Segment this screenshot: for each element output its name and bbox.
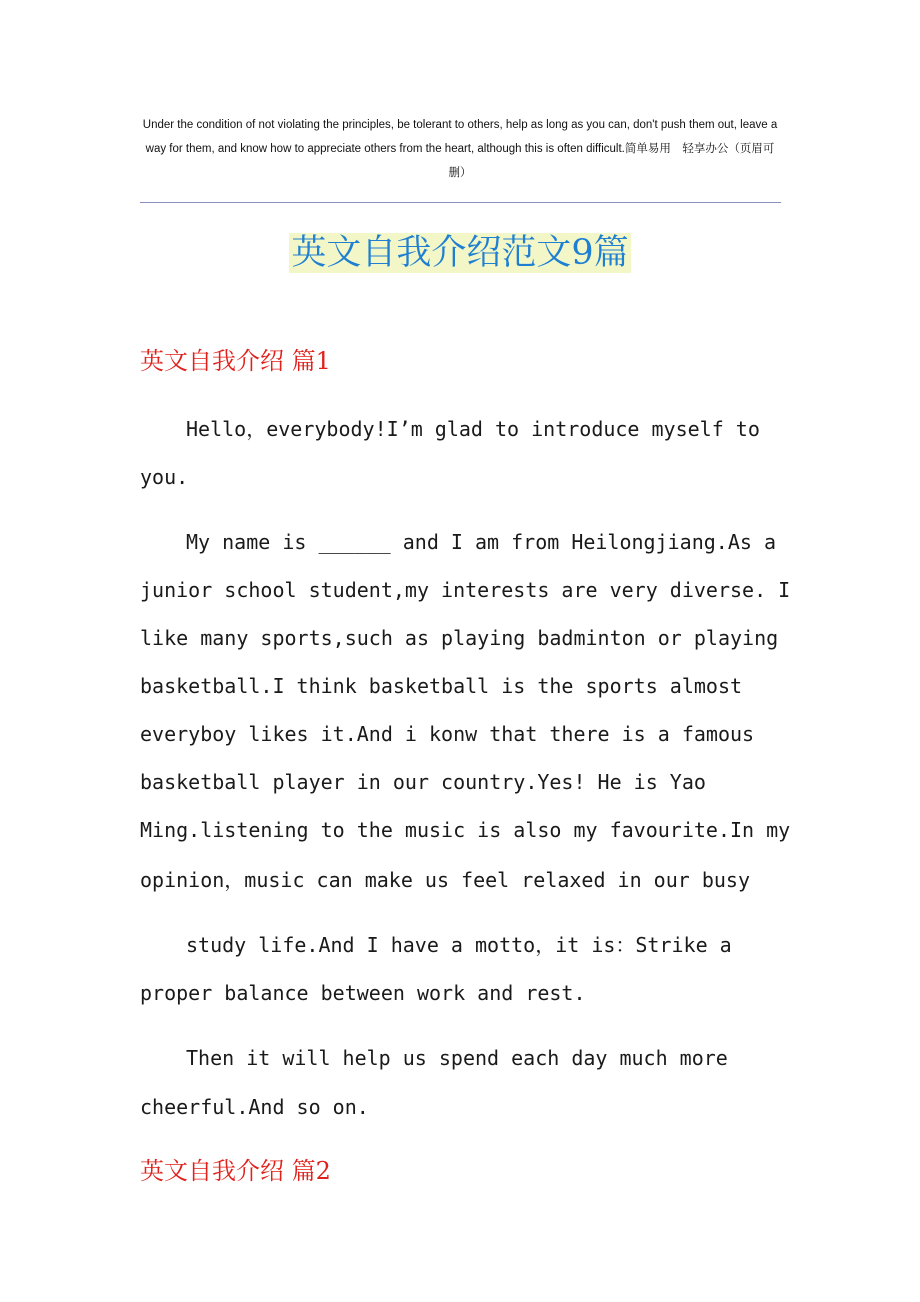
- body-line: Hello，everybody!I’m glad to introduce myself to: [186, 417, 760, 441]
- section-heading-1: 英文自我介绍 篇1: [140, 347, 331, 375]
- body-line: proper balance between work and rest.: [140, 981, 586, 1005]
- body-line: study life.And I have a motto，it is：Strike a: [186, 933, 732, 957]
- body-line: everyboy likes it.And i konw that there is a famous: [140, 722, 755, 746]
- body-line: you.: [140, 465, 189, 489]
- body-line: basketball.I think basketball is the sports almost: [140, 674, 743, 698]
- body-line: My name is ______ and I am from Heilongjiang.As a: [186, 530, 777, 554]
- body-line: cheerful.And so on.: [140, 1095, 369, 1119]
- body-line: junior school student,my interests are very diverse. I: [140, 578, 791, 602]
- document-title-text: 英文自我介绍范文9篇: [291, 233, 629, 273]
- body-line: like many sports,such as playing badminton or playing: [140, 626, 779, 650]
- document-title: [0, 228, 920, 278]
- body-line: Ming.listening to the music is also my favourite.In my: [140, 818, 791, 842]
- body-line: opinion，music can make us feel relaxed in our busy: [140, 868, 751, 892]
- body-line: basketball player in our country.Yes! He is Yao: [140, 770, 706, 794]
- page-header-text: Under the condition of not violating the principles, be tolerant to others, help as long as you can, don't push them out, leave a way for them, and know how to appreciate others from the heart, although this is often difficult.简单易用 轻享办公（页眉可删）: [142, 119, 778, 179]
- header-divider: [140, 202, 781, 203]
- body-line: Then it will help us spend each day much more: [186, 1046, 728, 1070]
- section-heading-2: 英文自我介绍 篇2: [140, 1157, 331, 1185]
